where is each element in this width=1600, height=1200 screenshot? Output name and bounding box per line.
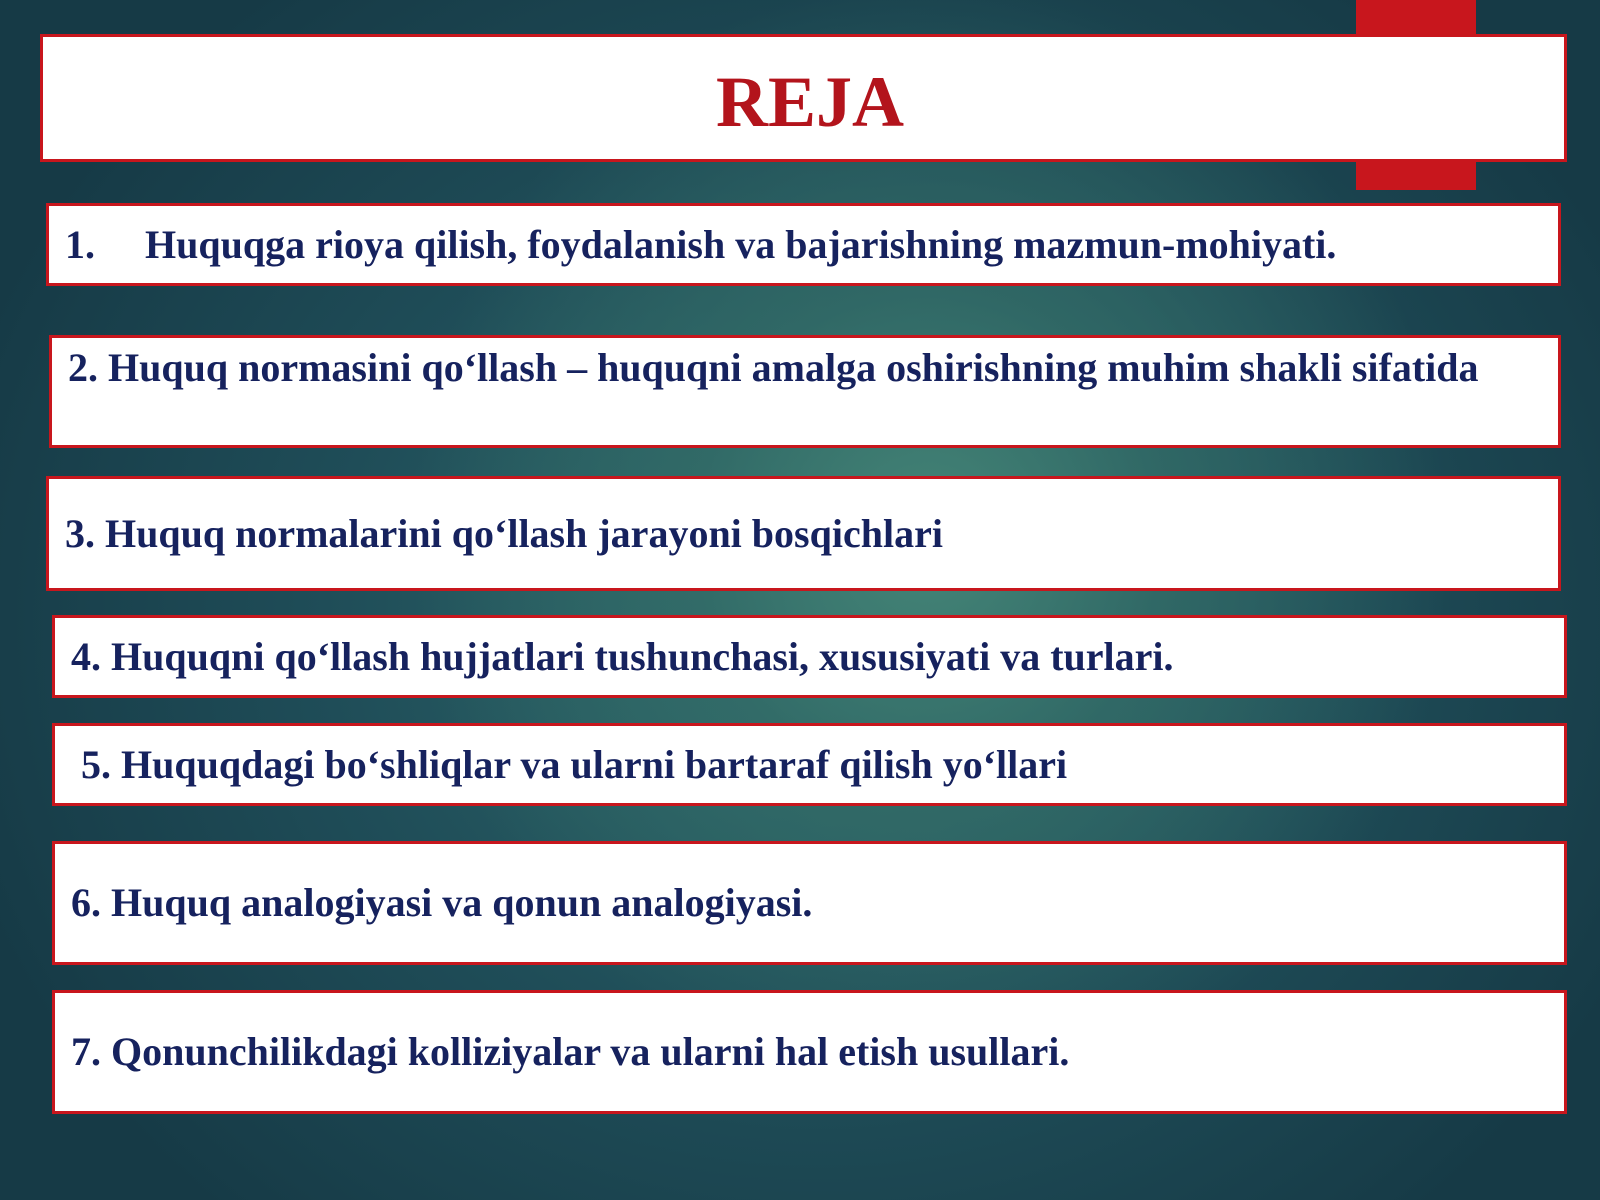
plan-item-content: [68, 342, 1488, 394]
plan-item-3: [46, 476, 1561, 591]
plan-item-text: Huquq normasini qo‘llash – huquqni amalga oshirishning muhim shakli sifatida: [108, 345, 1479, 390]
plan-item-2: [49, 335, 1561, 448]
plan-item-number: 4.: [71, 633, 101, 679]
plan-item-text: Huquq analogiyasi va qonun analogiyasi.: [111, 880, 813, 925]
plan-item-7: [52, 990, 1567, 1114]
plan-item-text: Huquqni qo‘llash hujjatlari tushunchasi, xususiyati va turlari.: [111, 633, 1174, 679]
plan-item-1: [46, 203, 1561, 286]
plan-item-number: 3.: [65, 510, 95, 556]
plan-item-text: Huquqga rioya qilish, foydalanish va bajarishning mazmun-mohiyati.: [145, 221, 1337, 267]
plan-item-text: Huquqdagi bo‘shliqlar va ularni bartaraf qilish yo‘llari: [121, 741, 1068, 787]
plan-item-4: [52, 615, 1567, 698]
plan-item-text: Qonunchilikdagi kolliziyalar va ularni hal etish usullari.: [111, 1029, 1070, 1074]
plan-item-number: 1.: [65, 221, 95, 267]
plan-item-number: 6.: [71, 880, 101, 925]
slide-title: REJA: [715, 62, 904, 142]
plan-item-5: [52, 723, 1567, 806]
plan-item-text: Huquq normalarini qo‘llash jarayoni bosqichlari: [105, 510, 943, 556]
plan-item-number: 2.: [68, 345, 98, 390]
plan-item-number: 7.: [71, 1029, 101, 1074]
plan-item-number: 5.: [81, 741, 111, 787]
plan-item-6: [52, 841, 1567, 965]
